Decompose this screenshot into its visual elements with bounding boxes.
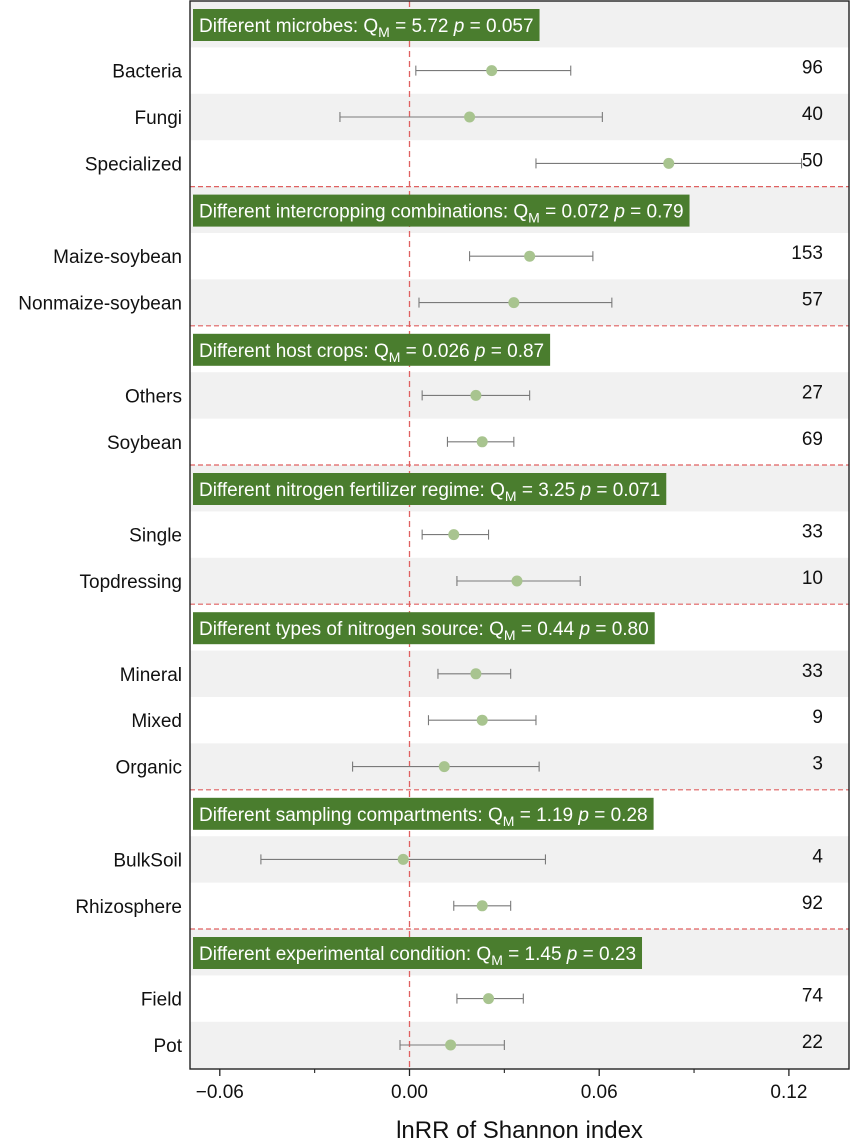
sample-size-label: 57 [801, 289, 823, 311]
category-label: Nonmaize-soybean [18, 293, 182, 315]
forest-row [129, 522, 823, 547]
category-label: Rhizosphere [75, 896, 182, 918]
sample-size-label: 10 [801, 568, 823, 589]
effect-point [483, 993, 494, 1004]
sample-size-label: 92 [801, 892, 823, 914]
group-header-text: Different experimental condition: $Q_M = 1.45$ p = 0.23 [199, 944, 637, 968]
group-header-text: Different nitrogen fertilizer regime: $Q_M = 3.25$ p = 0.071 [199, 480, 661, 504]
sample-size-label: 153 [791, 243, 823, 265]
sample-size-label: 9 [812, 707, 823, 729]
x-tick-label: 0.00 [391, 1082, 428, 1103]
group-header-text: Different microbes: $Q_M = 5.72$ p = 0.057 [199, 16, 534, 40]
effect-point [477, 715, 488, 726]
forest-row [85, 150, 823, 175]
group-header-text: Different intercropping combinations: $Q_M = 0.072$ p = 0.79 [199, 201, 684, 226]
group-header-text: Different types of nitrogen source: $Q_M = 0.44$ p = 0.80 [199, 619, 649, 644]
sample-size-label: 27 [801, 382, 823, 404]
group-header [193, 473, 666, 505]
effect-point [486, 65, 497, 76]
group-header [193, 334, 550, 366]
forest-row [141, 986, 824, 1011]
group-header [193, 798, 654, 830]
category-label: Specialized [84, 154, 182, 176]
effect-point [464, 112, 475, 123]
category-label: Mixed [131, 711, 182, 733]
sample-size-label: 69 [801, 428, 823, 450]
category-label: Topdressing [79, 572, 182, 593]
sample-size-label: 50 [801, 150, 823, 172]
forest-row [107, 429, 823, 454]
effect-point [524, 251, 535, 262]
sample-size-label: 33 [801, 660, 823, 682]
forest-row [131, 707, 823, 732]
group-header-text: Different sampling compartments: $Q_M = 1.19$ p = 0.28 [199, 804, 648, 829]
group-header [193, 612, 655, 644]
group-header [193, 937, 642, 969]
category-label: Organic [115, 757, 182, 779]
sample-size-label: 40 [801, 104, 823, 125]
category-label: Bacteria [112, 61, 182, 83]
group-header-text: Different host crops: $Q_M = 0.026$ p = 0.87 [199, 340, 545, 365]
effect-point [448, 529, 459, 540]
plot-frame [190, 1, 849, 1069]
x-axis-title: lnRR of Shannon index [396, 1117, 643, 1144]
category-label: Fungi [134, 108, 182, 129]
forest-row [75, 893, 823, 918]
category-label: Single [129, 525, 182, 547]
band [190, 651, 849, 697]
group-header [193, 9, 540, 41]
x-tick-label: 0.12 [770, 1082, 808, 1103]
category-label: Others [124, 386, 182, 408]
plot-area [190, 1, 849, 1069]
x-tick-label: −0.06 [195, 1082, 244, 1103]
sample-size-label: 22 [801, 1032, 823, 1053]
effect-point [445, 1040, 456, 1051]
effect-point [663, 158, 674, 169]
sample-size-label: 96 [801, 57, 823, 79]
sample-size-label: 3 [812, 753, 823, 775]
group-header [193, 195, 690, 227]
effect-point [470, 668, 481, 679]
band [190, 1022, 849, 1068]
effect-point [511, 576, 522, 587]
forest-row [53, 243, 823, 268]
forest-row [112, 58, 823, 83]
category-label: Mineral [119, 664, 182, 686]
sample-size-label: 4 [812, 846, 823, 868]
effect-point [477, 900, 488, 911]
effect-point [439, 761, 450, 772]
effect-point [398, 854, 409, 865]
category-label: Maize-soybean [53, 247, 182, 269]
effect-point [477, 436, 488, 447]
effect-point [470, 390, 481, 401]
sample-size-label: 74 [801, 985, 823, 1007]
category-label: Field [140, 989, 182, 1011]
category-label: Pot [153, 1036, 182, 1057]
sample-size-label: 33 [801, 521, 823, 543]
category-label: BulkSoil [113, 850, 182, 872]
category-label: Soybean [106, 432, 182, 454]
x-tick-label: 0.06 [580, 1082, 618, 1103]
effect-point [508, 297, 519, 308]
